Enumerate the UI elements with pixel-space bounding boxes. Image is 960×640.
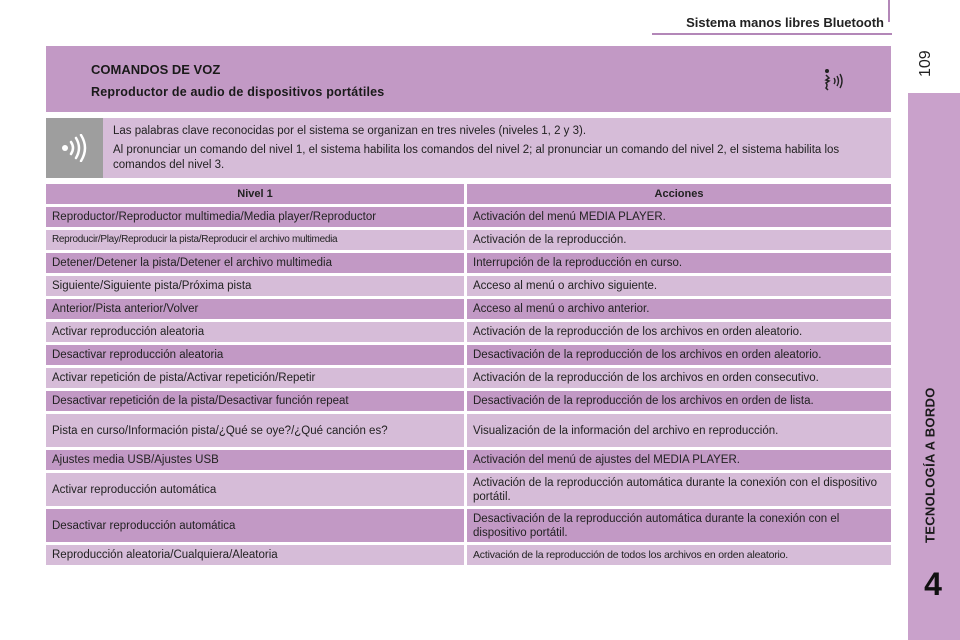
- commands-table: [46, 184, 891, 568]
- table-row: [46, 276, 891, 296]
- command-cell: Siguiente/Siguiente pista/Próxima pista: [46, 276, 467, 296]
- page-number: 109: [917, 50, 934, 78]
- command-cell: Desactivar repetición de la pista/Desactivar función repeat: [46, 391, 467, 411]
- top-divider: [652, 33, 892, 35]
- command-cell: Ajustes media USB/Ajustes USB: [46, 450, 467, 470]
- action-cell: Activación de la reproducción de los archivos en orden consecutivo.: [467, 368, 891, 388]
- command-cell: Anterior/Pista anterior/Volver: [46, 299, 467, 319]
- action-cell: Activación de la reproducción de los archivos en orden aleatorio.: [467, 322, 891, 342]
- table-row: [46, 473, 891, 506]
- table-row: [46, 230, 891, 250]
- action-cell: Desactivación de la reproducción automática durante la conexión con el dispositivo portátil.: [467, 509, 891, 542]
- table-row: [46, 253, 891, 273]
- table-row: [46, 509, 891, 542]
- voice-commands-header: [46, 46, 891, 112]
- action-cell: Desactivación de la reproducción de los archivos en orden de lista.: [467, 391, 891, 411]
- action-cell: Acceso al menú o archivo siguiente.: [467, 276, 891, 296]
- action-cell: Activación de la reproducción de todos los archivos en orden aleatorio.: [467, 545, 891, 565]
- table-row: [46, 368, 891, 388]
- info-text: [113, 124, 883, 177]
- command-cell: Detener/Detener la pista/Detener el archivo multimedia: [46, 253, 467, 273]
- column-header-level: Nivel 1: [46, 184, 467, 204]
- command-cell: Reproducción aleatoria/Cualquiera/Aleatoria: [46, 545, 467, 565]
- chapter-side-tab: [908, 93, 960, 640]
- info-paragraph-2: Al pronunciar un comando del nivel 1, el sistema habilita los comandos del nivel 2; al pronunciar un comando del nivel 2, el sistema habilita los comandos del nivel 3.: [113, 144, 840, 171]
- action-cell: Interrupción de la reproducción en curso.: [467, 253, 891, 273]
- command-cell: Desactivar reproducción automática: [46, 509, 467, 542]
- action-cell: Activación de la reproducción.: [467, 230, 891, 250]
- chapter-label: TECNOLOGÍA A BORDO: [922, 387, 938, 543]
- table-row: [46, 299, 891, 319]
- command-cell: Activar reproducción aleatoria: [46, 322, 467, 342]
- top-divider-vertical: [888, 0, 890, 22]
- command-cell: Pista en curso/Información pista/¿Qué se oye?/¿Qué canción es?: [46, 414, 467, 447]
- table-row: [46, 391, 891, 411]
- table-header-row: [46, 184, 891, 204]
- action-cell: Desactivación de la reproducción de los archivos en orden aleatorio.: [467, 345, 891, 365]
- header-subtitle: Reproductor de audio de dispositivos portátiles: [91, 85, 385, 99]
- command-cell: Activar reproducción automática: [46, 473, 467, 506]
- table-row: [46, 545, 891, 565]
- table-row: [46, 207, 891, 227]
- command-cell: Desactivar reproducción aleatoria: [46, 345, 467, 365]
- action-cell: Activación del menú MEDIA PLAYER.: [467, 207, 891, 227]
- action-cell: Activación del menú de ajustes del MEDIA PLAYER.: [467, 450, 891, 470]
- info-box: [46, 118, 891, 178]
- header-title: COMANDOS DE VOZ: [91, 62, 221, 77]
- command-cell: Activar repetición de pista/Activar repetición/Repetir: [46, 368, 467, 388]
- column-header-actions: Acciones: [467, 184, 891, 204]
- table-row: [46, 345, 891, 365]
- action-cell: Acceso al menú o archivo anterior.: [467, 299, 891, 319]
- table-row: [46, 322, 891, 342]
- table-row: [46, 450, 891, 470]
- command-cell: Reproductor/Reproductor multimedia/Media player/Reproductor: [46, 207, 467, 227]
- action-cell: Activación de la reproducción automática durante la conexión con el dispositivo portátil.: [467, 473, 891, 506]
- info-paragraph-1: Las palabras clave reconocidas por el sistema se organizan en tres niveles (niveles 1, 2 y 3).: [113, 125, 587, 137]
- command-cell: Reproducir/Play/Reproducir la pista/Reproducir el archivo multimedia: [46, 230, 467, 250]
- chapter-number: 4: [924, 566, 942, 602]
- voice-command-icon: [821, 68, 847, 94]
- sound-waves-icon: [59, 134, 91, 162]
- section-title: Sistema manos libres Bluetooth: [686, 15, 884, 30]
- info-icon-container: [46, 118, 103, 178]
- table-row: [46, 414, 891, 447]
- action-cell: Visualización de la información del archivo en reproducción.: [467, 414, 891, 447]
